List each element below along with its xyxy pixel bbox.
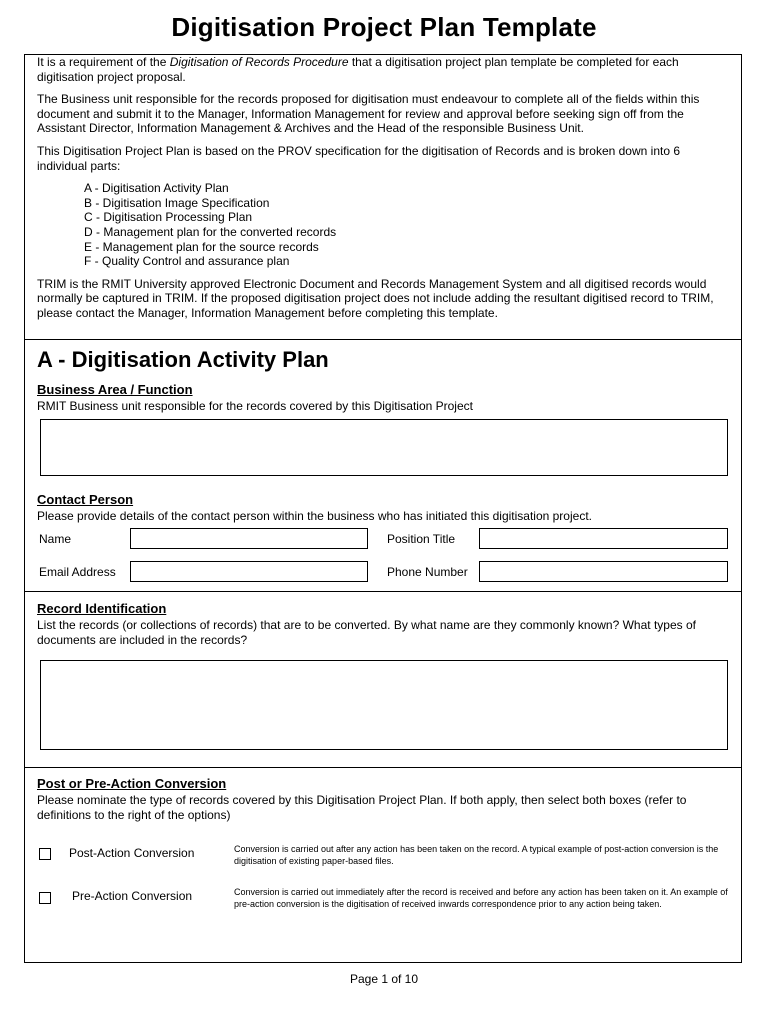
- intro-block: [37, 55, 717, 329]
- phone-number-input[interactable]: [479, 561, 728, 582]
- business-area-input[interactable]: [40, 419, 728, 476]
- position-title-label: Position Title: [387, 532, 456, 546]
- intro-paragraph-4: TRIM is the RMIT University approved Electronic Document and Records Management System and all digitised records would normally be captured in TRIM. If the proposed digitisation project does not include adding the resultant digitised record to TRIM, please contact the Manager, Information Management before completing this template.: [37, 276, 714, 320]
- position-title-input[interactable]: [479, 528, 728, 549]
- name-label: Name: [39, 532, 72, 546]
- pre-action-definition: Conversion is carried out immediately after the record is received and before any action has been taken on it. An example of pre-action conversion is the digitisation of received inwards correspondence prior to any action being taken.: [234, 887, 728, 909]
- pre-action-label: Pre-Action Conversion: [72, 889, 193, 903]
- record-identification-input[interactable]: [40, 660, 728, 750]
- business-area-heading: Business Area / Function: [37, 382, 193, 397]
- document-title: Digitisation Project Plan Template: [171, 12, 597, 42]
- list-item: B - Digitisation Image Specification: [84, 195, 270, 210]
- email-address-input[interactable]: [130, 561, 368, 582]
- list-item: E - Management plan for the source records: [84, 239, 319, 254]
- intro-paragraph-3: This Digitisation Project Plan is based on the PROV specification for the digitisation of Records and is broken down into 6 individual parts:: [37, 143, 681, 173]
- post-action-definition: Conversion is carried out after any action has been taken on the record. A typical example of post-action conversion is the digitisation of existing paper-based files.: [234, 844, 719, 866]
- email-address-label: Email Address: [39, 565, 116, 579]
- contact-person-description: Please provide details of the contact person within the business who has initiated this digitisation project.: [37, 509, 592, 523]
- divider: [24, 339, 742, 340]
- conversion-heading: Post or Pre-Action Conversion: [37, 776, 227, 791]
- page-number: Page 1 of 10: [349, 972, 419, 986]
- divider: [24, 591, 742, 592]
- pre-action-checkbox[interactable]: [39, 892, 51, 904]
- post-action-label: Post-Action Conversion: [69, 846, 195, 860]
- intro-paragraph-1: It is a requirement of the Digitisation of Records Procedure that a digitisation project plan template be completed for each digitisation project proposal.: [37, 55, 679, 84]
- list-item: F - Quality Control and assurance plan: [84, 254, 290, 269]
- list-item: C - Digitisation Processing Plan: [84, 210, 253, 225]
- name-input[interactable]: [130, 528, 368, 549]
- phone-number-label: Phone Number: [387, 565, 468, 579]
- procedure-reference: Digitisation of Records Procedure: [169, 55, 349, 69]
- divider: [24, 767, 742, 768]
- record-identification-heading: Record Identification: [37, 601, 167, 616]
- list-item: A - Digitisation Activity Plan: [84, 181, 229, 196]
- intro-paragraph-2: The Business unit responsible for the records proposed for digitisation must endeavour to complete all of the fields within this document and submit it to the Manager, Information Management for review and approval before seeking sign off from the Assistant Director, Information Management & Archives and the Head of the responsible Business Unit.: [37, 92, 700, 136]
- list-item: D - Management plan for the converted records: [84, 224, 337, 239]
- post-action-checkbox[interactable]: [39, 848, 51, 860]
- conversion-description: Please nominate the type of records covered by this Digitisation Project Plan. If both apply, then select both boxes (refer to definitions to the right of the options): [37, 793, 687, 822]
- record-identification-description: List the records (or collections of records) that are to be converted. By what name are they commonly known? What types of documents are included in the records?: [37, 618, 696, 647]
- business-area-description: RMIT Business unit responsible for the records covered by this Digitisation Project: [37, 399, 473, 413]
- section-a-heading: A - Digitisation Activity Plan: [37, 347, 329, 372]
- parts-list: [84, 181, 717, 269]
- contact-person-heading: Contact Person: [37, 492, 134, 507]
